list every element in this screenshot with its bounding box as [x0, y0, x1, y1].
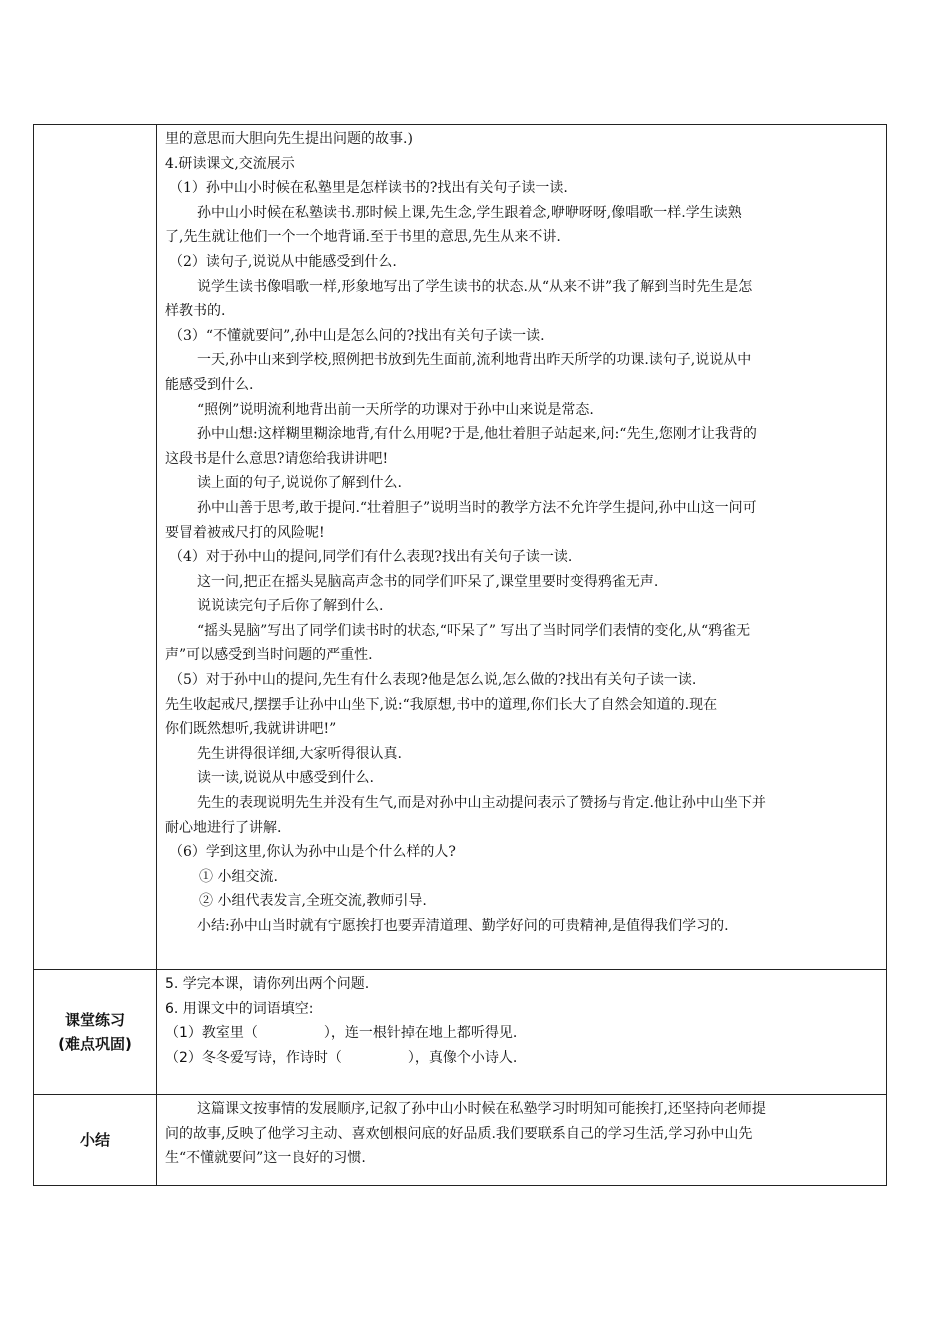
fill-blank-2: （2）冬冬爱写诗，作诗时（ ），真像个小诗人.: [165, 1049, 518, 1066]
text-line: 里的意思而大胆向先生提出问题的故事.): [165, 131, 413, 147]
text-line: “照例”说明流利地背出前一天所学的功课对于孙中山来说是常态.: [197, 401, 594, 418]
list-item: ① 小组交流.: [199, 868, 278, 885]
text-line: 了,先生就让他们一个一个地背诵.至于书里的意思,先生从来不讲.: [165, 229, 561, 246]
list-item: ② 小组代表发言,全班交流,教师引导.: [199, 893, 427, 910]
summary-text-line: 这篇课文按事情的发展顺序,记叙了孙中山小时候在私塾学习时明知可能挨打,还坚持向老师提: [197, 1101, 766, 1117]
question-line: （2）读句子,说说从中能感受到什么.: [169, 253, 397, 270]
question-line: （3）“不懂就要问”,孙中山是怎么问的?找出有关句子读一读.: [169, 327, 545, 344]
text-line: 声”可以感受到当时问题的严重性.: [165, 647, 373, 664]
text-line: 一天,孙中山来到学校,照例把书放到先生面前,流利地背出昨天所学的功课.读句子,说说从中: [197, 352, 752, 369]
lesson-plan-table: [33, 124, 887, 1186]
section-heading: 4.研读课文,交流展示: [165, 155, 295, 172]
text-line: 说学生读书像唱歌一样,形象地写出了学生读书的状态.从“从来不讲”我了解到当时先生是怎: [197, 278, 753, 295]
summary-text-line: 生“不懂就要问”这一良好的习惯.: [165, 1150, 366, 1166]
row-label-practice: [34, 970, 157, 1095]
question-line: （1）孙中山小时候在私塾里是怎样读书的?找出有关句子读一读.: [169, 180, 568, 197]
text-line: 孙中山善于思考,敢于提问.“壮着胆子”说明当时的教学方法不允许学生提问,孙中山这一问可: [197, 499, 757, 516]
table-row-practice: [34, 970, 887, 1095]
text-line: 这段书是什么意思?请您给我讲讲吧!: [165, 450, 389, 467]
text-line: 样教书的.: [165, 303, 226, 320]
summary-text-line: 问的故事,反映了他学习主动、喜欢刨根问底的好品质.我们要联系自己的学习生活,学习孙中山先: [165, 1125, 753, 1142]
row-label-empty: [34, 125, 157, 970]
question-6: 6. 用课文中的词语填空:: [165, 1000, 314, 1017]
text-line: 读上面的句子,说说你了解到什么.: [197, 475, 402, 492]
practice-label: 课堂练习: [64, 1011, 125, 1029]
text-line: 孙中山想:这样糊里糊涂地背,有什么用呢?于是,他壮着胆子站起来,问:“先生,您刚才让我背的: [197, 426, 757, 443]
practice-content-cell: [157, 970, 887, 1095]
question-5: 5. 学完本课，请你列出两个问题.: [165, 976, 370, 992]
text-line: 能感受到什么.: [165, 376, 254, 393]
text-line: 说说读完句子后你了解到什么.: [197, 598, 384, 615]
question-line: （4）对于孙中山的提问,同学们有什么表现?找出有关句子读一读.: [169, 549, 573, 566]
summary-content-cell: [157, 1095, 887, 1186]
table-row-reading: [34, 125, 887, 970]
practice-sublabel: (难点巩固): [58, 1035, 132, 1053]
text-line: “摇头晃脑”写出了同学们读书时的状态,“吓呆了” 写出了当时同学们表情的变化,从“鸦雀无: [197, 622, 751, 639]
text-line: 耐心地进行了讲解.: [165, 819, 282, 836]
text-line: 先生收起戒尺,摆摆手让孙中山坐下,说:“我原想,书中的道理,你们长大了自然会知道的.现在: [165, 696, 718, 713]
text-line: 这一问,把正在摇头晃脑高声念书的同学们吓呆了,课堂里要时变得鸦雀无声.: [197, 573, 659, 590]
text-line: 先生的表现说明先生并没有生气,而是对孙中山主动提问表示了赞扬与肯定.他让孙中山坐下并: [197, 795, 766, 812]
text-line: 孙中山小时候在私塾读书.那时候上课,先生念,学生跟着念,咿咿呀呀,像唱歌一样.学生读熟: [197, 204, 742, 221]
fill-blank-1: （1）教室里（ ），连一根针掉在地上都听得见.: [165, 1025, 518, 1041]
question-line: （5）对于孙中山的提问,先生有什么表现?他是怎么说,怎么做的?找出有关句子读一读.: [169, 672, 697, 689]
reading-content-cell: [157, 125, 887, 970]
row-label-summary: [34, 1095, 157, 1186]
summary-label: 小结: [79, 1131, 110, 1149]
summary-line: 小结:孙中山当时就有宁愿挨打也要弄清道理、勤学好问的可贵精神,是值得我们学习的.: [197, 918, 729, 934]
text-line: 先生讲得很详细,大家听得很认真.: [197, 745, 402, 762]
text-line: 要冒着被戒尺打的风险呢!: [165, 524, 325, 541]
table-row-summary: [34, 1095, 887, 1186]
question-line: （6）学到这里,你认为孙中山是个什么样的人?: [169, 844, 456, 861]
text-line: 你们既然想听,我就讲讲吧!”: [165, 721, 337, 738]
text-line: 读一读,说说从中感受到什么.: [197, 770, 374, 787]
